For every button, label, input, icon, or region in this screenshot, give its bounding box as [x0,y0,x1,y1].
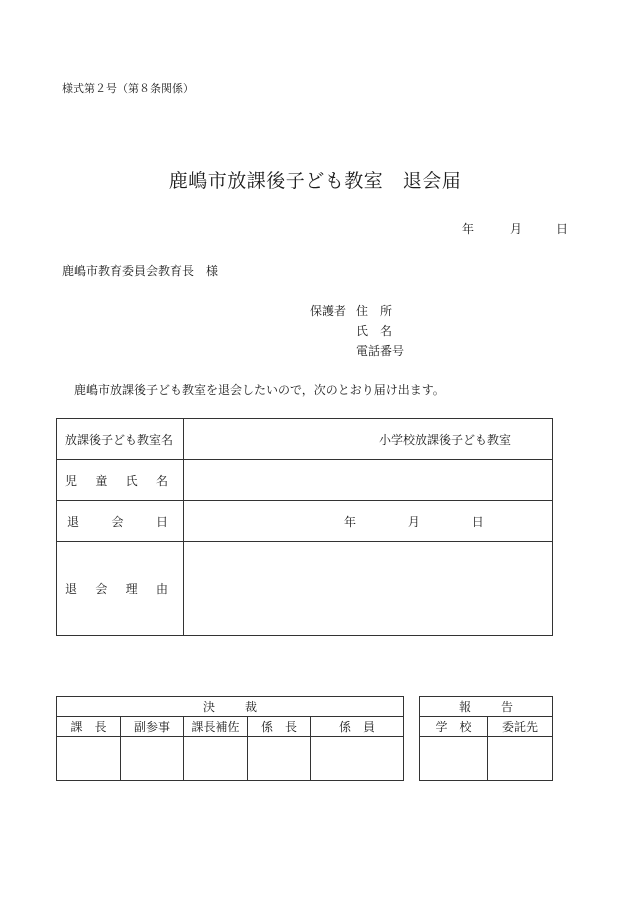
approval-col-section-chief: 課 長 [57,717,121,737]
reason-label [57,542,184,636]
approval-col-counselor: 副参事 [121,717,184,737]
label-char: 名 [155,473,168,488]
statement: 鹿嶋市放課後子ども教室を退会したいので，次のとおり届け出ます。 [74,383,445,397]
label-char: 会 [95,582,108,596]
report-col-contractor: 委託先 [488,717,553,737]
child-name-field[interactable] [184,460,553,501]
date-year-label: 年 [462,222,475,236]
report-stamp-box[interactable] [488,737,553,781]
label-char: 理 [125,582,138,596]
guardian-label: 保護者 [310,304,347,318]
label-char: 氏 [125,473,138,488]
withdrawal-date-field[interactable] [184,501,553,542]
label-char: 由 [155,582,168,596]
child-name-row [57,460,553,501]
label-char: 日 [155,514,168,529]
date-day-label: 日 [556,222,569,236]
reason-row [57,542,553,636]
approval-header: 決裁 [57,697,404,717]
withdrawal-date-label [57,501,184,542]
classroom-value-text: 小学校放課後子ども教室 [379,432,512,447]
recipient: 鹿嶋市教育委員会教育長 様 [62,264,219,278]
guardian-name-label: 氏 名 [356,324,393,338]
report-header: 報告 [420,697,553,717]
report-stamp-box[interactable] [420,737,488,781]
withdrawal-form-table [56,418,553,636]
label-char: 児 [65,473,78,488]
withdrawal-year-label: 年 [344,514,357,529]
approval-stamp-box[interactable] [248,737,311,781]
approval-stamp-box[interactable] [121,737,184,781]
approval-col-subsection-chief: 係 長 [248,717,311,737]
withdrawal-day-label: 日 [471,514,484,529]
form-number: 様式第２号（第８条関係） [62,82,194,95]
guardian-address-label: 住 所 [356,304,393,318]
label-char: 退 [67,514,80,529]
label-char: 会 [111,514,124,529]
child-name-label [57,460,184,501]
approval-table [56,696,404,781]
classroom-value[interactable] [184,419,553,460]
label-char: 退 [65,582,78,596]
approval-col-staff: 係 員 [311,717,404,737]
report-table [419,696,553,781]
withdrawal-month-label: 月 [407,514,420,529]
approval-stamp-box[interactable] [311,737,404,781]
approval-stamp-box[interactable] [57,737,121,781]
guardian-phone-label: 電話番号 [356,344,405,358]
withdrawal-date-row [57,501,553,542]
report-col-school: 学 校 [420,717,488,737]
classroom-row [57,419,553,460]
classroom-label: 放課後子ども教室名 [57,419,184,460]
date-month-label: 月 [510,222,523,236]
approval-col-deputy-chief: 課長補佐 [184,717,248,737]
label-char: 童 [95,473,108,488]
page-title: 鹿嶋市放課後子ども教室 退会届 [168,170,462,192]
approval-stamp-box[interactable] [184,737,248,781]
reason-field[interactable] [184,542,553,636]
